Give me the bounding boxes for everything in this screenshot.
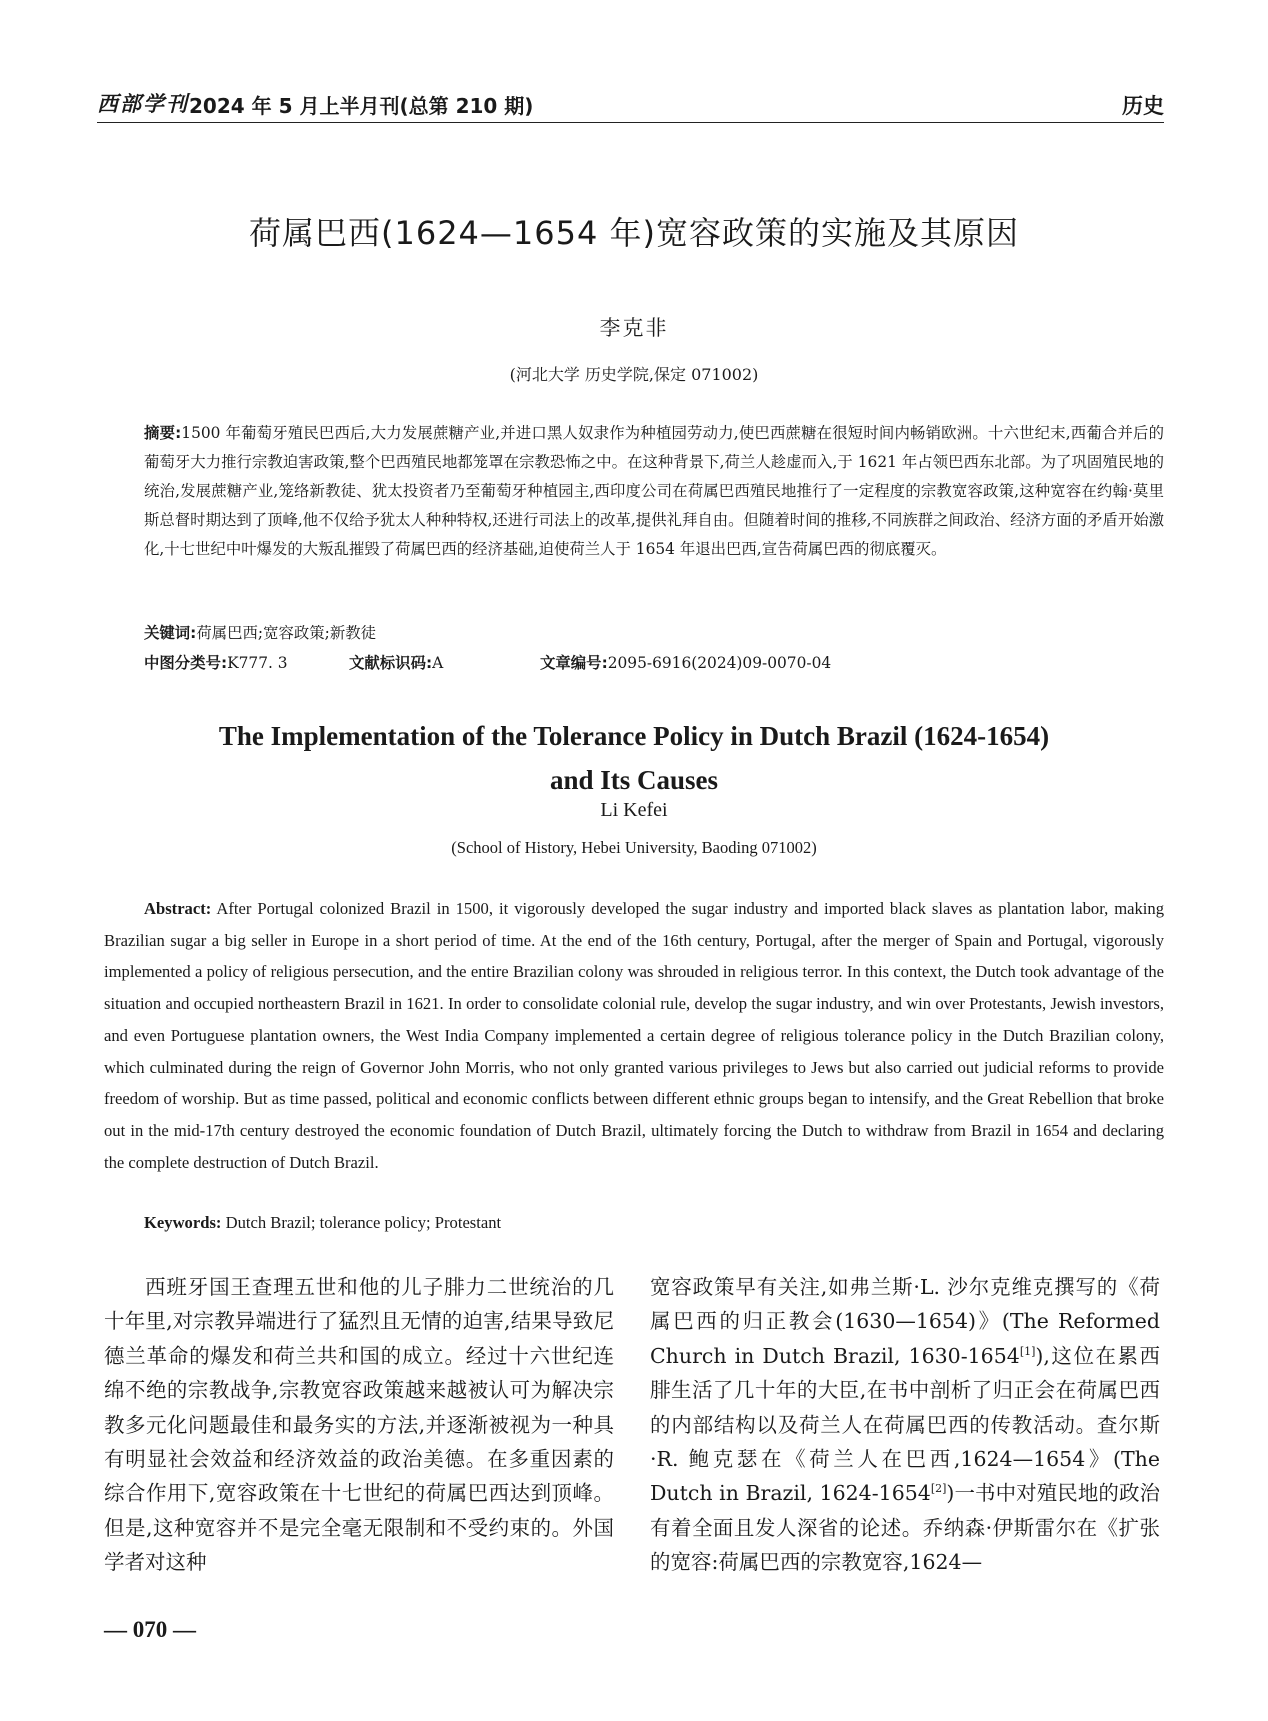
author-cn: 李克非: [599, 316, 669, 340]
doc-code-label: 文献标识码:: [349, 654, 433, 672]
abstract-en: [104, 893, 1164, 1178]
running-header: [97, 88, 1164, 123]
body-text-part2: ),这位在累西腓生活了几十年的大臣,在书中剖析了归正会在荷属巴西的内部结构以及荷兰人在荷属巴西的传教活动。查尔斯·R. 鲍克瑟在《荷兰人在巴西,1624—1654》(The Dutch in Brazil, 1624-1654: [650, 1343, 1160, 1506]
body-text-part3: )一书中对殖民地的政治有着全面且发人深省的论述。乔纳森·伊斯雷尔在《扩张的宽容:荷属巴西的宗教宽容,1624—: [650, 1481, 1160, 1575]
citation-ref-2[interactable]: [2]: [930, 1482, 947, 1496]
article-no-value: 2095-6916(2024)09-0070-04: [607, 654, 832, 672]
section-label: 历史: [1122, 94, 1164, 118]
article-title-cn: 荷属巴西(1624—1654 年)宽容政策的实施及其原因: [248, 214, 1020, 252]
document-code: [349, 651, 443, 673]
body-text-part1: 宽容政策早有关注,如弗兰斯·L. 沙尔克维克撰写的《荷属巴西的归正教会(1630—1654)》(The Reformed Church in Dutch Brazil, 1630-1654: [650, 1275, 1160, 1368]
journal-name: 西部学刊: [97, 91, 189, 116]
journal-issue: 2024 年 5 月上半月刊(总第 210 期): [189, 94, 534, 118]
article-title-en: [0, 714, 1268, 802]
article-number: [540, 651, 831, 673]
doc-code-value: A: [432, 654, 444, 672]
clc-code: [144, 651, 288, 673]
keywords-en: [144, 1213, 501, 1233]
abstract-cn: [144, 419, 1164, 564]
article-no-label: 文章编号:: [540, 654, 608, 672]
abstract-cn-label: 摘要:: [144, 424, 182, 442]
abstract-en-label: Abstract:: [144, 899, 212, 918]
keywords-en-label: Keywords:: [144, 1213, 222, 1232]
page-number: — 070 —: [104, 1617, 196, 1642]
author-en: Li Kefei: [600, 799, 668, 821]
affiliation-cn: (河北大学 历史学院,保定 071002): [509, 365, 759, 384]
keywords-en-text: Dutch Brazil; tolerance policy; Protestant: [225, 1213, 502, 1232]
keywords-cn-label: 关键词:: [144, 624, 197, 642]
keywords-cn: [144, 621, 376, 643]
title-en-line2: and Its Causes: [549, 765, 719, 795]
body-column-left: [104, 1270, 614, 1580]
body-column-right: [650, 1270, 1160, 1580]
abstract-cn-text: 1500 年葡萄牙殖民巴西后,大力发展蔗糖产业,并进口黑人奴隶作为种植园劳动力,使巴西蔗糖在很短时间内畅销欧洲。十六世纪末,西葡合并后的葡萄牙大力推行宗教迫害政策,整个巴西殖民地都笼罩在宗教恐怖之中。在这种背景下,荷兰人趁虚而入,于 1621 年占领巴西东北部。为了巩固殖民地的统治,发展蔗糖产业,笼络新教徒、犹太投资者乃至葡萄牙种植园主,西印度公司在荷属巴西殖民地推行了一定程度的宗教宽容政策,这种宽容在约翰·莫里斯总督时期达到了顶峰,他不仅给予犹太人种种特权,还进行司法上的改革,提供礼拜自由。但随着时间的推移,不同族群之间政治、经济方面的矛盾开始激化,十七世纪中叶爆发的大叛乱摧毁了荷属巴西的经济基础,迫使荷兰人于 1654 年退出巴西,宣告荷属巴西的彻底覆灭。: [144, 424, 1164, 559]
body-paragraph-continued: [650, 1270, 1160, 1580]
body-paragraph: 西班牙国王查理五世和他的儿子腓力二世统治的几十年里,对宗教异端进行了猛烈且无情的迫害,结果导致尼德兰革命的爆发和荷兰共和国的成立。经过十六世纪连绵不绝的宗教战争,宗教宽容政策越来越被认可为解决宗教多元化问题最佳和最务实的方法,并逐渐被视为一种具有明显社会效益和经济效益的政治美德。在多重因素的综合作用下,宽容政策在十七世纪的荷属巴西达到顶峰。但是,这种宽容并不是完全毫无限制和不受约束的。外国学者对这种: [104, 1275, 614, 1575]
citation-ref-1[interactable]: [1]: [1019, 1344, 1036, 1358]
clc-value: K777. 3: [227, 654, 288, 672]
classification-row: [144, 651, 1164, 675]
abstract-en-text: After Portugal colonized Brazil in 1500, it vigorously developed the sugar industry and imported black slaves as plantation labor, making Brazilian sugar a big seller in Europe in a short period of time. At the end of the 16th century, Portugal, after the merger of Spain and Portugal, vigorously implemented a policy of religious persecution, and the entire Brazilian colony was shrouded in religious terror. In this context, the Dutch took advantage of the situation and occupied northeastern Brazil in 1621. In order to consolidate colonial rule, develop the sugar industry, and win over Protestants, Jewish investors, and even Portuguese plantation owners, the West India Company implemented a certain degree of religious tolerance policy in the Dutch Brazilian colony, which culminated during the reign of Governor John Morris, who not only granted various privileges to Jews but also carried out judicial reforms to provide freedom of worship. But as time passed, political and economic conflicts between different ethnic groups began to intensify, and the Great Rebellion that broke out in the mid-17th century destroyed the economic foundation of Dutch Brazil, ultimately forcing the Dutch to withdraw from Brazil in 1654 and declaring the complete destruction of Dutch Brazil.: [104, 899, 1165, 1172]
title-en-line1: The Implementation of the Tolerance Policy in Dutch Brazil (1624-1654): [218, 721, 1050, 751]
keywords-cn-text: 荷属巴西;宽容政策;新教徒: [196, 624, 376, 642]
clc-label: 中图分类号:: [144, 654, 228, 672]
affiliation-en: (School of History, Hebei University, Baoding 071002): [451, 838, 817, 857]
